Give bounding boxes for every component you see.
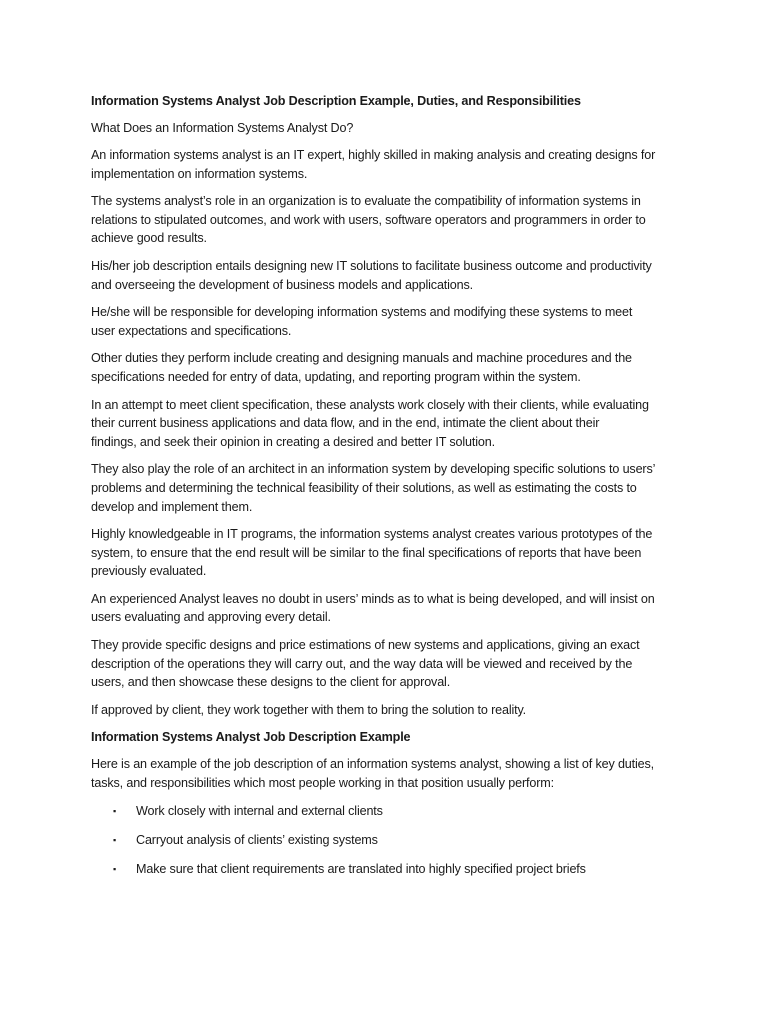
document-body [91,92,687,889]
paragraph-line: An information systems analyst is an IT expert, highly skilled in making analysis and creating designs for [91,148,656,162]
paragraph-line: users, and then showcase these designs to the client for approval. [91,675,451,690]
paragraph-line: previously evaluated. [91,564,207,579]
list-item-text: Make sure that client requirements are translated into highly specified project briefs [136,861,586,876]
paragraph-line: His/her job description entails designing new IT solutions to facilitate business outcome and productivity [91,258,652,273]
paragraph [91,701,687,720]
paragraph-line: their current business applications and data flow, and in the end, intimate the client about their [91,416,600,431]
bullet-icon: ▪ [113,805,117,816]
paragraph [91,460,687,516]
paragraph-line: He/she will be responsible for developing information systems and modifying these systems to meet [91,305,633,320]
paragraph-line: and overseeing the development of business models and applications. [91,277,474,292]
paragraph-line: relations to stipulated outcomes, and work with users, software operators and programmers in order to [91,212,646,227]
paragraph-line: problems and determining the technical feasibility of their solutions, as well as estimating the costs to [91,480,637,495]
paragraph-line: findings, and seek their opinion in creating a desired and better IT solution. [91,434,495,449]
paragraph-line: Other duties they perform include creating and designing manuals and machine procedures and the [91,351,632,366]
section-intro-line: tasks, and responsibilities which most people working in that position usually perform: [91,776,554,791]
section-heading: Information Systems Analyst Job Description Example [91,730,411,745]
section-intro-line: Here is an example of the job description of an information systems analyst, showing a list of key duties, [91,757,655,772]
paragraph-line: If approved by client, they work together with them to bring the solution to reality. [91,702,527,717]
paragraph-line: achieve good results. [91,231,207,246]
paragraph [91,257,687,294]
paragraph-line: system, to ensure that the end result will be similar to the final specifications of reports that have been [91,545,642,560]
paragraph-line: specifications needed for entry of data, updating, and reporting program within the system. [91,369,581,384]
paragraph [91,349,687,386]
paragraph-line: In an attempt to meet client specification, these analysts work closely with their clients, while evaluating [91,397,649,412]
list-item [91,802,687,821]
paragraph-line: user expectations and specifications. [91,323,292,338]
document-title: Information Systems Analyst Job Description Example, Duties, and Responsibilities [91,94,581,108]
paragraph [91,636,687,692]
paragraph-line: They provide specific designs and price estimations of new systems and applications, giving an exact [91,638,640,653]
bullet-icon: ▪ [113,863,117,874]
document-subheading: What Does an Information Systems Analyst Do? [91,121,354,135]
paragraph-line: Highly knowledgeable in IT programs, the information systems analyst creates various prototypes of the [91,527,653,542]
paragraph-list [91,146,687,719]
paragraph-line: implementation on information systems. [91,166,308,181]
paragraph [91,396,687,452]
paragraph-line: users evaluating and approving every detail. [91,610,331,625]
paragraph-line: The systems analyst’s role in an organization is to evaluate the compatibility of information systems in [91,194,641,209]
paragraph [91,590,687,627]
duties-list [91,802,687,879]
paragraph-line: They also play the role of an architect in an information system by developing specific solutions to users’ [91,462,656,477]
list-item-text: Work closely with internal and external clients [136,803,383,818]
list-item [91,831,687,850]
paragraph [91,525,687,581]
paragraph-line: An experienced Analyst leaves no doubt in users’ minds as to what is being developed, and will insist on [91,591,655,606]
paragraph [91,146,687,183]
paragraph [91,192,687,248]
list-item-text: Carryout analysis of clients’ existing systems [136,832,378,847]
section-intro [91,755,687,792]
bullet-icon: ▪ [113,834,117,845]
paragraph-line: description of the operations they will carry out, and the way data will be viewed and received by the [91,656,633,671]
paragraph [91,303,687,340]
list-item [91,860,687,879]
paragraph-line: develop and implement them. [91,499,253,514]
